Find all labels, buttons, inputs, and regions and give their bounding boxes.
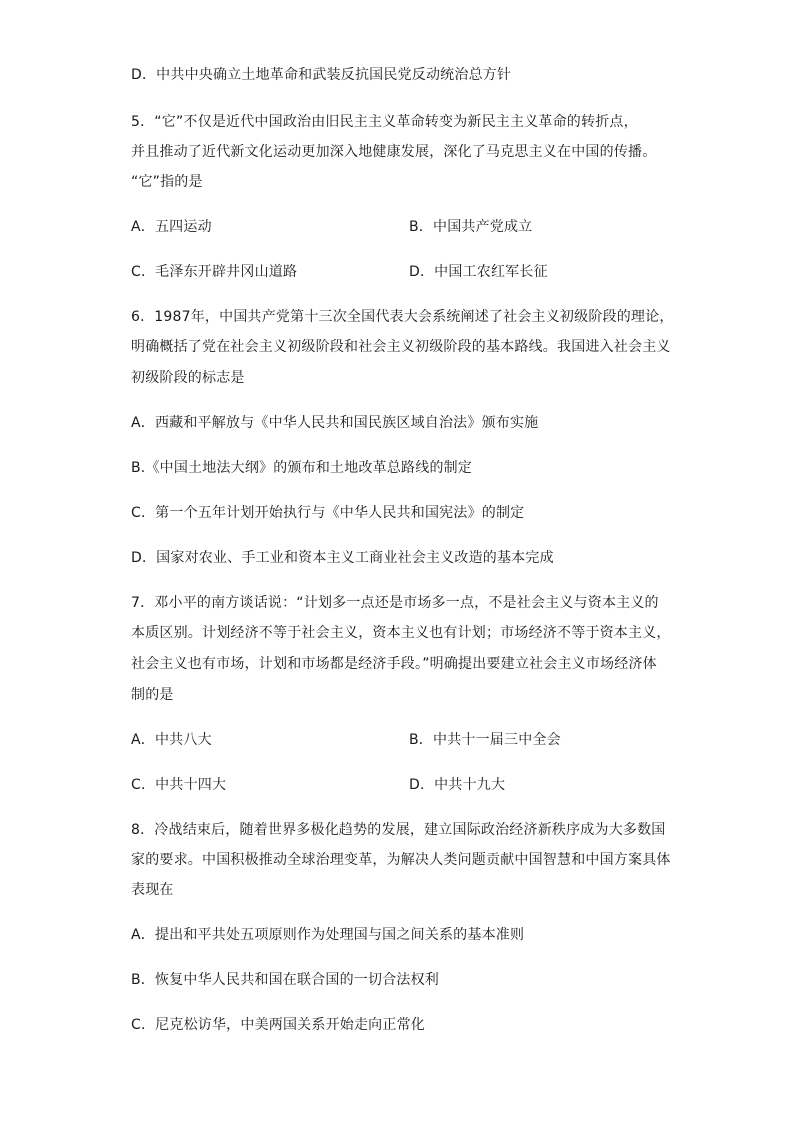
q7-option-c: C．中共十四大 [131,777,227,793]
q7-option-b: B．中共十一届三中全会 [409,732,561,748]
q6-stem-line-1: 6．1987年，中国共产党第十三次全国代表大会系统阐述了社会主义初级阶段的理论， [131,309,674,325]
q8-option-c: C．尼克松访华，中美两国关系开始走向正常化 [131,1017,425,1033]
q6-option-c: C．第一个五年计划开始执行与《中华人民共和国宪法》的制定 [131,505,525,521]
q6-stem-line-3: 初级阶段的标志是 [131,370,245,386]
q7-stem-line-4: 制的是 [131,687,174,703]
q6-option-d: D．国家对农业、手工业和资本主义工商业社会主义改造的基本完成 [131,550,554,566]
q6-option-a: A．西藏和平解放与《中华人民共和国民族区域自治法》颁布实施 [131,415,539,431]
q5-stem-line-3: “它”指的是 [131,174,203,190]
q5-stem-line-2: 并且推动了近代新文化运动更加深入地健康发展，深化了马克思主义在中国的传播。 [131,144,657,160]
q5-option-d: D．中国工农红军长征 [409,264,548,280]
q7-stem-line-2: 本质区别。计划经济不等于社会主义，资本主义也有计划；市场经济不等于资本主义， [131,625,671,641]
q7-stem-line-3: 社会主义也有市场，计划和市场都是经济手段。”明确提出要建立社会主义市场经济体 [131,656,657,672]
q7-option-d: D．中共十九大 [409,777,506,793]
q7-option-a: A．中共八大 [131,732,212,748]
q8-stem-line-1: 8．冷战结束后，随着世界多极化趋势的发展，建立国际政治经济新秩序成为大多数国 [131,822,666,838]
q8-stem-line-2: 家的要求。中国积极推动全球治理变革，为解决人类问题贡献中国智慧和中国方案具体 [131,852,671,868]
q7-stem-line-1: 7．邓小平的南方谈话说：“计划多一点还是市场多一点，不是社会主义与资本主义的 [131,595,659,611]
q6-option-b: B.《中国土地法大纲》的颁布和土地改革总路线的制定 [131,460,473,476]
q5-stem-line-1: 5．“它”不仅是近代中国政治由旧民主主义革命转变为新民主主义革命的转折点， [131,114,638,130]
q5-option-b: B．中国共产党成立 [409,219,533,235]
q8-stem-line-3: 表现在 [131,882,174,898]
q5-option-c: C．毛泽东开辟井冈山道路 [131,264,298,280]
q6-stem-line-2: 明确概括了党在社会主义初级阶段和社会主义初级阶段的基本路线。我国进入社会主义 [131,339,671,355]
q8-option-a: A．提出和平共处五项原则作为处理国与国之间关系的基本准则 [131,927,525,943]
q4-option-d: D．中共中央确立土地革命和武装反抗国民党反动统治总方针 [131,67,512,83]
q5-option-a: A．五四运动 [131,219,212,235]
q8-option-b: B．恢复中华人民共和国在联合国的一切合法权利 [131,972,440,988]
